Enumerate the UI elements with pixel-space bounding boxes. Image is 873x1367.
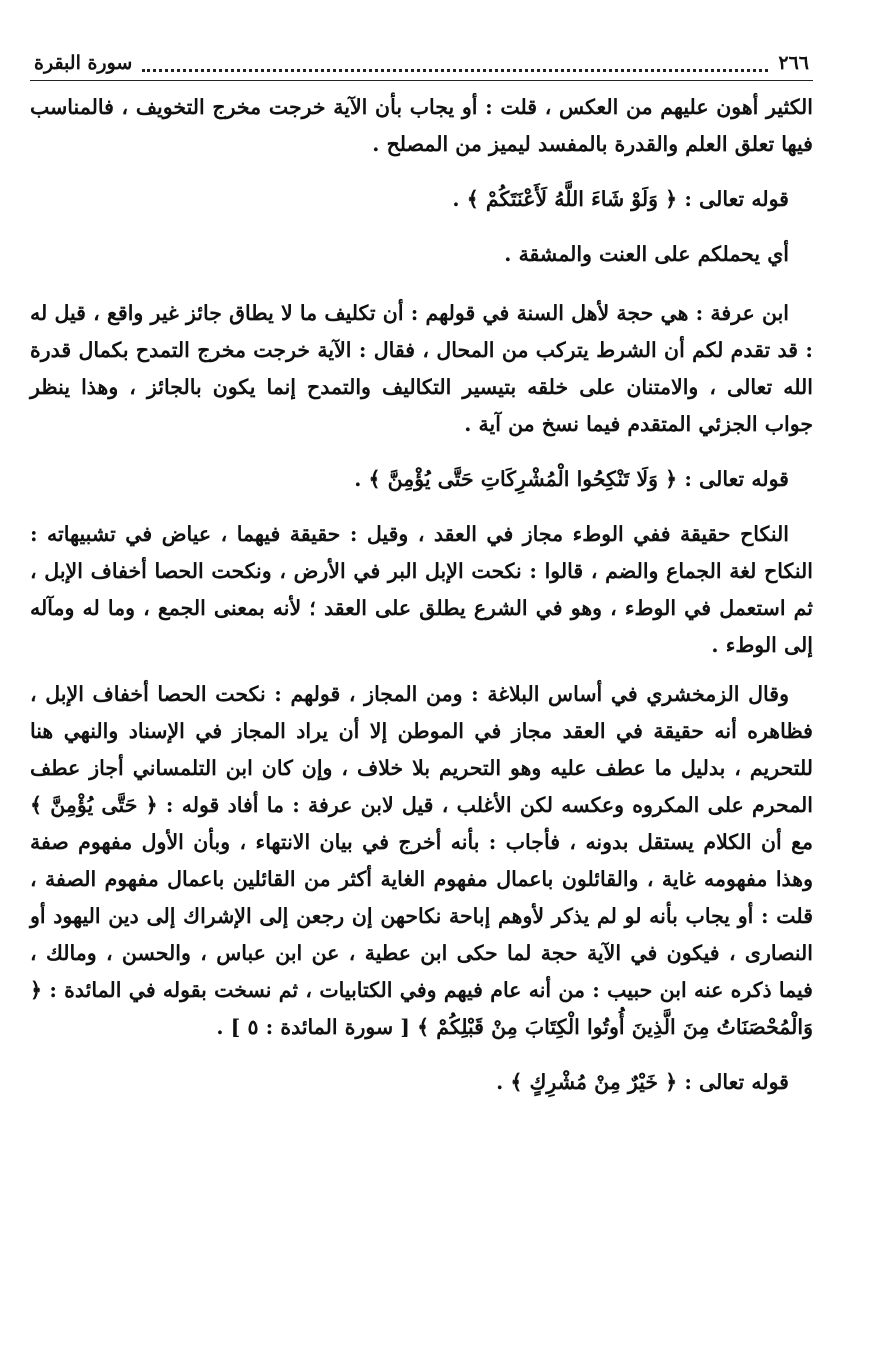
- paragraph-4: وقال الزمخشري في أساس البلاغة : ومن المجاز ، قولهم : نكحت الحصا أخفاف الإبل ، فظاهره أنه حقيقة في العقد مجاز في الموطن إلا أن يراد المجاز في الإسناد والنهي هنا للتحريم ، بدليل ما عطف عليه وهو التحريم بلا خلاف ، وإن كان ابن التلمساني أجاز عطف المحرم على المكروه وعكسه لكن الأغلب ، قيل لابن عرفة : ما أفاد قوله : ﴿ حَتَّى يُؤْمِنَّ ﴾ مع أن الكلام يستقل بدونه ، فأجاب : بأنه أخرج في بيان الانتهاء ، وبأن الأول مفهوم صفة وهذا مفهومه غاية ، والقائلون باعمال مفهوم الغاية أكثر من القائلين باعمال مفهوم الصفة ، قلت : أو يجاب بأنه لو لم يذكر لأوهم إباحة نكاحهن إن رجعن إلى الإشراك إلى دين اليهود أو النصارى ، فيكون في الآية حجة لما حكى ابن عطية ، عن ابن عباس ، والحسن ، ومالك ، فيما ذكره عنه ابن حبيب : من أنه عام فيهم وفي الكتابيات ، ثم نسخت بقوله في المائدة : ﴿ وَالْمُحْصَنَاتُ مِنَ الَّذِينَ أُوتُوا الْكِتَابَ مِنْ قَبْلِكُمْ ﴾ [ سورة المائدة : ٥ ] .: [30, 682, 813, 1039]
- verse-heading-end: .: [354, 467, 362, 491]
- gloss-1: أي يحملكم على العنت والمشقة .: [504, 242, 789, 266]
- book-page: [30, 48, 813, 1348]
- paragraph-1: الكثير أهون عليهم من العكس ، قلت : أو يجاب بأن الآية خرجت مخرج التخويف ، فالمناسب فيها تعلق العلم والقدرة بالمفسد ليميز من المصلح .: [30, 95, 813, 156]
- verse-quote: ﴿ وَلَوْ شَاءَ اللَّهُ لَأَعْنَتَكُمْ ﴾: [466, 187, 678, 211]
- verse-quote: ﴿ خَيْرٌ مِنْ مُشْرِكٍ ﴾: [510, 1070, 678, 1094]
- header-dotted-leader: [142, 55, 768, 72]
- verse-heading-intro: قوله تعالى :: [684, 467, 789, 491]
- verse-heading-end: .: [496, 1070, 504, 1094]
- paragraph-2: ابن عرفة : هي حجة لأهل السنة في قولهم : أن تكليف ما لا يطاق جائز غير واقع ، قيل له : قد تقدم لكم أن الشرط يتركب من المحال ، فقال : الآية خرجت مخرج التمدح بكمال قدرة الله تعالى ، والامتنان على خلقه بتيسير التكاليف والتمدح إنما يكون بالجائز ، وهذا ينظر جواب الجزئي المتقدم فيما نسخ من آية .: [30, 301, 813, 436]
- running-header: [30, 48, 813, 78]
- verse-heading-end: .: [452, 187, 460, 211]
- header-rule: [30, 80, 813, 81]
- verse-heading-intro: قوله تعالى :: [684, 1070, 789, 1094]
- verse-heading-1: [30, 181, 813, 218]
- verse-heading-intro: قوله تعالى :: [684, 187, 789, 211]
- verse-quote: ﴿ وَلَا تَنْكِحُوا الْمُشْرِكَاتِ حَتَّى يُؤْمِنَّ ﴾: [368, 467, 678, 491]
- paragraph-3: النكاح حقيقة ففي الوطء مجاز في العقد ، وقيل : حقيقة فيهما ، عياض في تشبيهاته : النكاح لغة الجماع والضم ، قالوا : نكحت الإبل البر في الأرض ، ونكحت الحصا أخفاف الإبل ، ثم استعمل في الوطء ، وهو في الشرع يطلق على العقد ؛ لأنه بمعنى الجمع ، وما له ومآله إلى الوطء .: [30, 522, 813, 657]
- surah-title: سورة البقرة: [34, 52, 133, 74]
- verse-heading-2: [30, 461, 813, 498]
- verse-heading-3: [30, 1064, 813, 1101]
- page-number: ٢٦٦: [778, 52, 809, 74]
